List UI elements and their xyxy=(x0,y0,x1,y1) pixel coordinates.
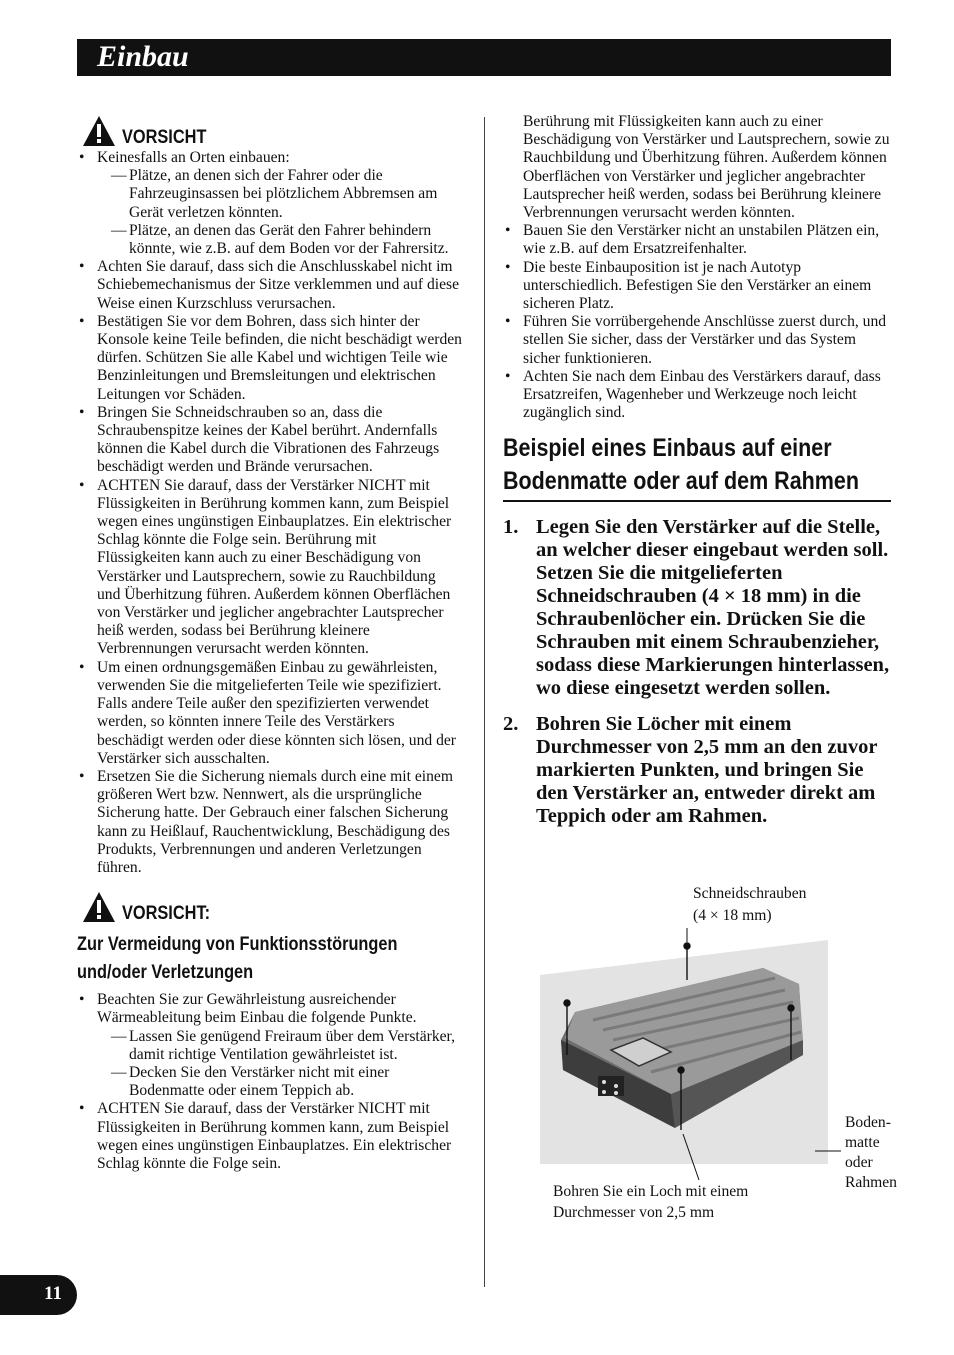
list-item: • Achten Sie darauf, dass sich die Anschlusskabel nicht im Schiebemechanismus der Sitze verklemmen und auf diese Weise einen Kurzschluss verursachen. xyxy=(77,258,462,313)
screws-label-line1: Schneidschrauben xyxy=(693,885,807,902)
mat-label-line2: matte xyxy=(845,1134,880,1151)
hole-label-line1: Bohren Sie ein Loch mit einem xyxy=(553,1183,749,1200)
sub-item: — Lassen Sie genügend Freiraum über dem Verstärker, damit richtige Ventilation gewährleistet ist. xyxy=(97,1028,462,1064)
step-text: Legen Sie den Verstärker auf die Stelle, an welcher dieser eingebaut werden soll. Setzen Sie die mitgelieferten Schneidschrauben (4 × 18 mm) in die Schraubenlöcher ein. Drücken Sie die Schrauben mit einem Schraubenzieher, sodass diese Markierungen hinterlassen, wo diese eingesetzt werden sollen. xyxy=(536,516,890,700)
page-title: Einbau xyxy=(97,40,189,73)
caution-list-continued xyxy=(503,222,891,422)
left-column xyxy=(77,113,462,1173)
step-text: Bohren Sie Löcher mit einem Durchmesser von 2,5 mm an den zuvor markierten Punkten, und bringen Sie den Verstärker an, entweder direkt am Teppich oder am Rahmen. xyxy=(536,713,878,828)
step-number: 1. xyxy=(503,516,519,539)
page-number-tab xyxy=(0,1275,77,1315)
caution-list-2 xyxy=(77,991,462,1173)
hole-label-line2: Durchmesser von 2,5 mm xyxy=(553,1204,715,1221)
step-item xyxy=(503,713,891,828)
mat-label-line3: oder xyxy=(845,1154,873,1171)
screws-label-line2: (4 × 18 mm) xyxy=(693,907,772,924)
list-item: • Bestätigen Sie vor dem Bohren, dass sich hinter der Konsole keine Teile befinden, die nicht beschädigt werden dürfen. Schützen Sie alle Kabel und wichtigen Teile wie Benzinleitungen und Bremsleitungen und elektrischen Leitungen vor Schäden. xyxy=(77,313,462,404)
list-item: • Bauen Sie den Verstärker nicht an unstabilen Plätzen ein, wie z.B. auf dem Ersatzreifenhalter. xyxy=(503,222,891,258)
list-item: • Beachten Sie zur Gewährleistung ausreichender Wärmeableitung beim Einbau die folgende Punkte. — Lassen Sie genügend Freiraum über dem Verstärker, damit richtige Ventilation gewährleistet ist. — Decken Sie den Verstärker nicht mit einer Bodenmatte oder einem Teppich ab. xyxy=(77,991,462,1100)
caution-title: VORSICHT: xyxy=(122,903,211,925)
column-divider xyxy=(484,117,485,1287)
list-item: • Die beste Einbauposition ist je nach Autotyp unterschiedlich. Befestigen Sie den Verstärker an einem sicheren Platz. xyxy=(503,259,891,314)
list-item: • Ersetzen Sie die Sicherung niemals durch eine mit einem größeren Wert bzw. Nennwert, als die ursprüngliche Sicherung hatte. Der Gebrauch einer falschen Sicherung kann zu Heißlauf, Rauchentwicklung, Beschädigung des Produkts, Verbrennungen und anderen Verletzungen führen. xyxy=(77,768,462,877)
list-item: • ACHTEN Sie darauf, dass der Verstärker NICHT mit Flüssigkeiten in Berührung kommen kann, zum Beispiel wegen eines ungünstigen Einbauplatzes. Ein elektrischer Schlag könnte die Folge sein. xyxy=(77,1100,462,1173)
caution-list-1 xyxy=(77,149,462,877)
caution-heading-1 xyxy=(77,113,462,149)
sub-item: — Decken Sie den Verstärker nicht mit einer Bodenmatte oder einem Teppich ab. xyxy=(97,1064,462,1100)
list-item: • Um einen ordnungsgemäßen Einbau zu gewährleisten, verwenden Sie die mitgelieferten Teile wie spezifiziert. Falls andere Teile außer den spezifizierten verwendet werden, so könnten innere Teile des Verstärkers beschädigt werden oder diese könnten sich lösen, und der Verstärker sich ausschalten. xyxy=(77,659,462,768)
warning-icon xyxy=(82,115,116,147)
list-item: • Führen Sie vorrübergehende Anschlüsse zuerst durch, und stellen Sie sicher, dass der Verstärker und das System sicher funktionieren. xyxy=(503,313,891,368)
caution-subtitle: Zur Vermeidung von Funktionsstörungen und/oder Verletzungen xyxy=(77,934,398,984)
sub-item: — Plätze, an denen das Gerät den Fahrer behindern könnte, wie z.B. auf dem Boden vor der Fahrersitz. xyxy=(97,222,462,258)
header-bar xyxy=(77,39,891,76)
sub-item: — Plätze, an denen sich der Fahrer oder die Fahrzeuginsassen bei plötzlichem Abbremsen am Gerät verletzen könnten. xyxy=(97,167,462,222)
step-number: 2. xyxy=(503,713,519,736)
continued-paragraph: Berührung mit Flüssigkeiten kann auch zu einer Beschädigung von Verstärker und Lautsprechern, sowie zu Rauchbildung und Überhitzung führen. Außerdem können Oberflächen von Verstärker und jeglicher angebrachter Lautsprecher heiß werden, sodass bei Berührung kleinere Verbrennungen verursacht werden könnten. xyxy=(523,113,890,222)
right-column xyxy=(503,113,891,841)
steps-list xyxy=(503,516,891,828)
section-heading: Beispiel eines Einbaus auf einer Bodenmatte oder auf dem Rahmen xyxy=(503,432,891,502)
list-item: • Achten Sie nach dem Einbau des Verstärkers darauf, dass Ersatzreifen, Wagenheber und Werkzeuge noch leicht zugänglich sind. xyxy=(503,368,891,423)
caution-title: VORSICHT xyxy=(122,126,207,148)
step-item xyxy=(503,516,891,700)
warning-icon xyxy=(82,891,116,923)
mat-label-line4: Rahmen xyxy=(845,1174,897,1191)
mat-label-line1: Boden- xyxy=(845,1114,891,1131)
list-item: • ACHTEN Sie darauf, dass der Verstärker NICHT mit Flüssigkeiten in Berührung kommen kann, zum Beispiel wegen eines ungünstigen Einbauplatzes. Ein elektrischer Schlag könnte die Folge sein. Berührung mit Flüssigkeiten kann auch zu einer Beschädigung von Verstärker und Lautsprechern, sowie zu Rauchbildung und Überhitzung führen. Außerdem können Oberflächen von Verstärker und jeglicher angebrachter Lautsprecher heiß werden, sodass bei Berührung kleinere Verbrennungen verursacht werden könnten. xyxy=(77,477,462,659)
list-item: • Keinesfalls an Orten einbauen: — Plätze, an denen sich der Fahrer oder die Fahrzeuginsassen bei plötzlichem Abbremsen am Gerät verletzen könnten. — Plätze, an denen das Gerät den Fahrer behindern könnte, wie z.B. auf dem Boden vor der Fahrersitz. xyxy=(77,149,462,258)
caution-heading-2 xyxy=(77,889,462,925)
list-item: • Bringen Sie Schneidschrauben so an, dass die Schraubenspitze keines der Kabel berührt. Andernfalls können die Kabel durch die Vibrationen des Fahrzeugs beschädigt werden und Brände verursachen. xyxy=(77,404,462,477)
page-number: 11 xyxy=(44,1283,62,1304)
installation-figure xyxy=(503,880,923,1230)
